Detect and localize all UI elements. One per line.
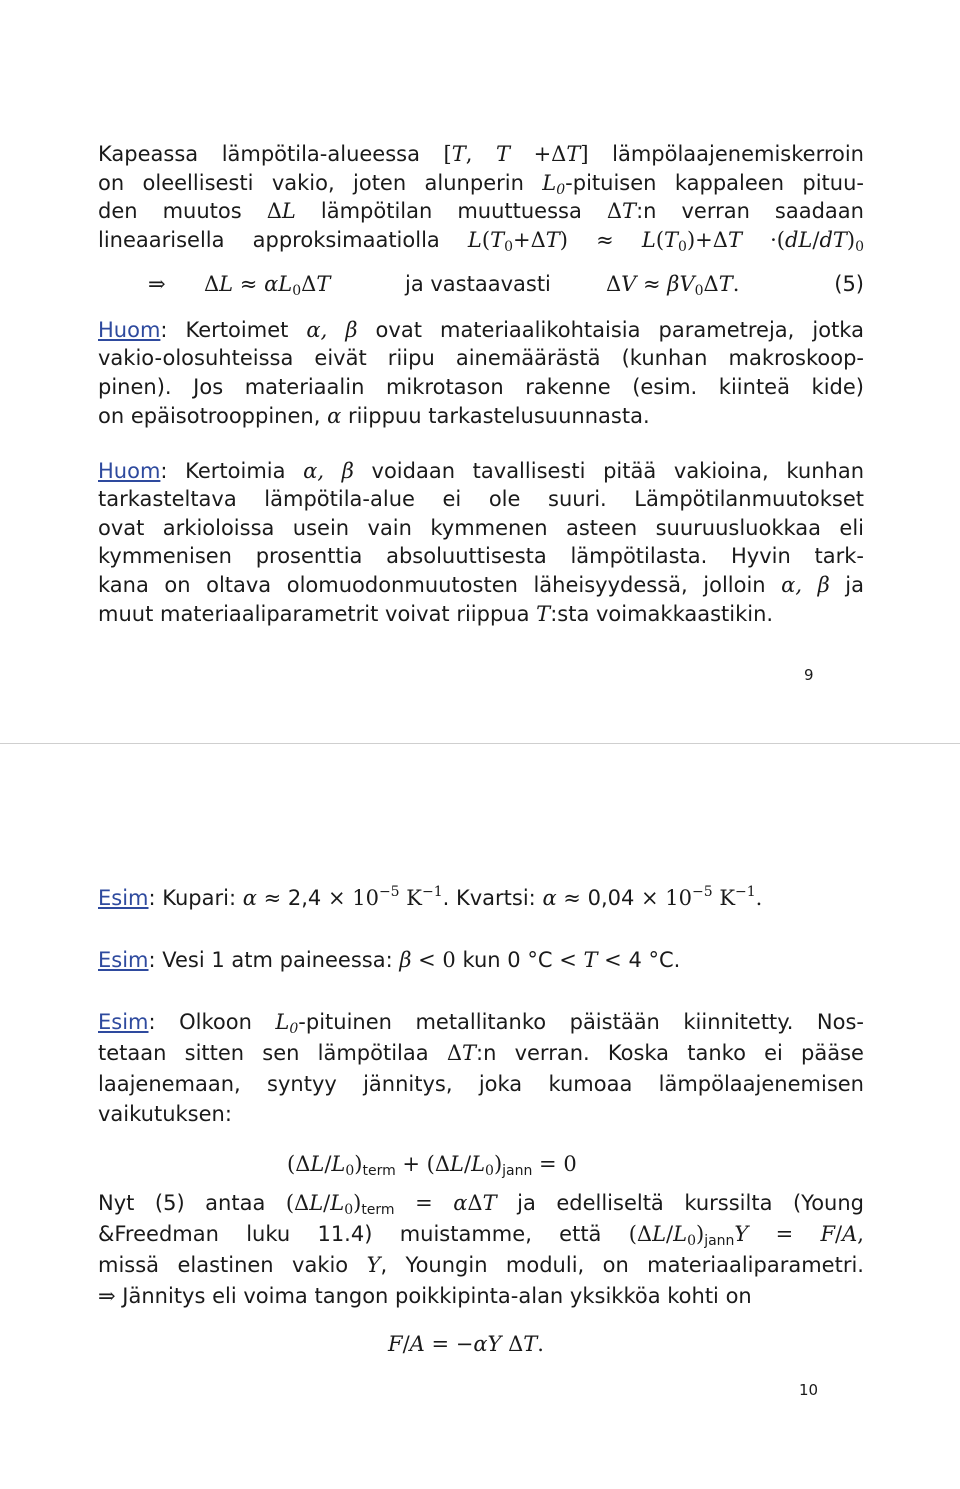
note1-line2: vakio-olosuhteissa eivät riipu ainemäärästä (kunhan makroskoop- [98,346,864,370]
math: α, β [306,318,358,342]
math: α ≈ [542,886,588,910]
equation-stress: F/A = −αY ΔT. [388,1332,544,1356]
math: $(\Delta L/L_0)_{jann}Y = F/A$, [628,1222,864,1249]
math: ΔL [266,199,296,223]
math: < T < [559,948,622,972]
math: α, β [303,459,354,483]
math: × $10^{-5}$ $K^{-1}$. [634,884,763,910]
note1-line3: pinen). Jos materiaalin mikrotason rakenne (esim. kiinteä kide) [98,375,864,399]
huom-link[interactable]: Huom [98,459,161,483]
note1-line1: Huom: Kertoimet α, β ovat materiaalikohtaisia parametreja, jotka [98,318,864,342]
note2-line3: ovat arkioloissa usein vain kymmenen asteen suuruusluokkaa eli [98,516,864,540]
math: $\Delta L \approx \alpha L_0\Delta T$ [204,272,331,299]
example-tanko-line2: tetaan sitten sen lämpötilaa ΔT:n verran. Koska tanko ei pääse [98,1041,864,1065]
para1-line3: den muutos ΔL lämpötilan muuttuessa ΔT:n verran saadaan [98,199,864,223]
note2-line1: Huom: Kertoimia α, β voidaan tavallisesti pitää vakioina, kunhan [98,459,864,483]
note2-line2: tarkasteltava lämpötila-alue ei ole suuri. Lämpötilanmuutokset [98,487,864,511]
example-tanko-line4: vaikutuksen: [98,1102,232,1126]
math: $L_0$ [542,171,566,198]
note2-line4: kymmenisen prosenttia absoluuttisesta lämpötilasta. Hyvin tark- [98,544,864,568]
note2-line6: muut materiaaliparametrit voivat riippua T:sta voimakkaastikin. [98,602,774,626]
math: $L(T_0+\Delta T) \approx L(T_0)+\Delta T \cdot(dL/dT)_0$ [467,228,865,255]
page-10 [0,745,960,1489]
page-9: Kapeassa lämpötila-alueessa [T, T +ΔT] lämpölaajenemiskerroin on oleellisesti vakio, joten alunperin $L_0$-pituisen kappaleen pituu- den muutos ΔL lämpötilan muuttuessa ΔT:n verran saadaan lineaarisella approksimaatiolla $L(T_0+\Delta T) \approx L(T_0)+\Delta T \cdot(dL/dT)_0$ ⇒ $\Delta L \approx \alpha L_0\Delta T$ ja vastaavasti $\Delta V \approx \beta V_0\Delta T$. (5) Huom: Kertoimet α, β ovat materiaalikohtaisia parametreja, jotka vakio-olosuhteissa eivät riipu ainemäärästä (kunhan makroskoop- pinen). Jos materiaalin mikrotason rakenne (esim. kiinteä kide) on epäisotrooppinen, α riippuu tarkastelusuunnasta. Huom: Kertoimia α, β voidaan tavallisesti pitää vakioina, kunhan tarkasteltava lämpötila-alue ei ole suuri. Lämpötilanmuutokset ovat arkioloissa usein vain kymmenen asteen suuruusluokkaa eli kymmenisen prosenttia absoluuttisesta lämpötilasta. Hyvin tark- kana on oltava olomuodonmuutosten läheisyydessä, jolloin α, β ja muut materiaaliparametrit voivat riippua T:sta voimakkaastikin. 9 [0,0,960,744]
esim-link[interactable]: Esim [98,886,149,910]
page-separator [0,743,960,744]
math: α ≈ [242,886,288,910]
math: ΔT [446,1041,477,1065]
math: β < 0 [399,948,456,972]
math: α, β [781,573,830,597]
esim-link[interactable]: Esim [98,948,149,972]
example-tanko-line1: Esim: Olkoon $L_0$-pituinen metallitanko päistään kiinnitetty. Nos- [98,1010,864,1037]
math: α [327,404,342,428]
huom-link[interactable]: Huom [98,318,161,342]
esim-link[interactable]: Esim [98,1010,149,1034]
para1-line4: lineaarisella approksimaatiolla $L(T_0+\Delta T) \approx L(T_0)+\Delta T \cdot(dL/dT)_0$ [98,228,865,255]
example-vesi: Esim: Vesi 1 atm paineessa: β < 0 kun 0 °C < T < 4 °C. [98,948,681,972]
math: Y [366,1253,381,1277]
note1-line4: on epäisotrooppinen, α riippuu tarkastelusuunnasta. [98,404,650,428]
para-line4: ⇒ Jännitys eli voima tangon poikkipinta-alan yksikköa kohti on [98,1284,752,1308]
math: T [536,602,551,626]
para-line3: missä elastinen vakio Y, Youngin moduli, on materiaaliparametri. [98,1253,864,1277]
math: ΔT [606,199,637,223]
para-line1: Nyt (5) antaa $(\Delta L/L_0)_{term} = \alpha\Delta T$ ja edelliseltä kurssilta (Young [98,1191,864,1218]
para-line2: &Freedman luku 11.4) muistamme, että $(\Delta L/L_0)_{jann}Y = F/A$, [98,1222,864,1249]
math: × $10^{-5}$ $K^{-1}$ [321,884,443,910]
equation-balance: $(\Delta L/L_0)_{term} + (\Delta L/L_0)_{jann} = 0$ [287,1152,577,1179]
page-number: 9 [804,666,814,684]
page-number: 10 [799,1381,819,1399]
math: $(\Delta L/L_0)_{term} = \alpha\Delta T$ [285,1191,497,1218]
math: $\Delta V \approx \beta V_0\Delta T$. [606,272,740,299]
para1-line1: Kapeassa lämpötila-alueessa [T, T +ΔT] lämpölaajenemiskerroin [98,142,864,166]
example-tanko-line3: laajenemaan, syntyy jännitys, joka kumoaa lämpölaajenemisen [98,1072,864,1096]
math: $L_0$ [275,1010,299,1037]
note2-line5: kana on oltava olomuodonmuutosten läheisyydessä, jolloin α, β ja [98,573,864,597]
math: [T, T +ΔT] [443,142,589,166]
para1-line2: on oleellisesti vakio, joten alunperin $L_0$-pituisen kappaleen pituu- [98,171,864,198]
implies-icon: ⇒ [98,1284,116,1308]
example-kupari: Esim: Kupari: $\alpha \approx 2,4 \times 10^{-5}$ $K^{-1}$. Kvartsi: $\alpha \approx 0,04 \times 10^{-5}$ $K^{-1}$. [98,884,763,910]
implies-icon: ⇒ [148,272,166,296]
